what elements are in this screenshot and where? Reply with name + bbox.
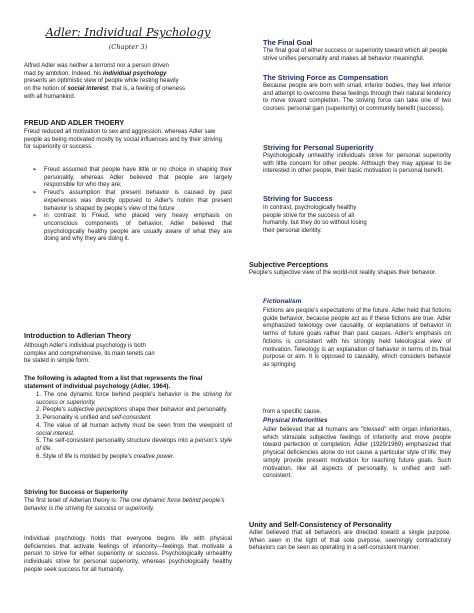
freud-paragraph: Freud reduced all motivation to sex and aggression, whereas Adler saw people as being motivated mostly by social influences and by their striving for superiority or success. (24, 129, 222, 151)
tenet-term: style of life. (36, 438, 232, 452)
unity-heading: Unity and Self-Consistency of Personality (249, 520, 392, 529)
tenet-number: 6. (36, 453, 42, 460)
intro-theory-line: Although Adler's individual psychology is both (24, 343, 146, 349)
freud-heading: FREUD AND ADLER THOERY (24, 118, 125, 127)
intro-theory-paragraph (24, 343, 232, 366)
subjective-heading: Subjective Perceptions (249, 260, 329, 269)
tenet-term: subjective perceptions (67, 407, 128, 414)
list-item (24, 392, 232, 407)
bullet-text: Freud assumed that people have little or no choice in shaping their personality, whereas Adler believed that people are largely responsible for who they are; (44, 167, 232, 189)
tenet-number: 1. (36, 392, 42, 398)
tenet-term: creative power. (133, 453, 175, 460)
tenet-text: Style of life is molded by people's (42, 453, 132, 460)
tenet-number: 2. (36, 407, 42, 414)
tenet-term: self-consistent. (111, 415, 152, 422)
freud-bullet-list (24, 167, 232, 244)
striving-text: The first tenet of Adlerian theory is: (24, 498, 118, 504)
final-goal-paragraph: The final goal of either success or superiority toward which all people strive unifies personality and makes all behavior meaningful. (263, 48, 448, 62)
tenet-number: 4. (36, 422, 42, 429)
physical-inferiorities-heading: Physical Inferiorities (263, 417, 328, 424)
tenets-heading: The following is adapted from a list that represents the final statement of individual psychology (Adler, 1964). (24, 375, 203, 390)
arrow-bullet-icon: ➢ (32, 213, 38, 220)
list-item (24, 190, 232, 213)
intro-theory-heading: Introduction to Adlerian Theory (24, 331, 132, 340)
striving-force-paragraph: Because people are born with small, inferior bodies, they feel inferior and attempt to overcome these feelings through their natural tendency to move toward completion. The striving force can take one of two courses: personal gain (superiority) or community benefit (success). (263, 83, 451, 113)
tenets-list (24, 392, 232, 461)
list-item (24, 407, 232, 415)
intro-line (24, 86, 232, 94)
intro-line: Alfred Adler was neither a terrorist nor a person driven (24, 63, 169, 69)
intro-theory-line: be stated in simple form. (24, 358, 90, 365)
fictionalism-last-line: from a specific cause. (263, 409, 322, 415)
tenet-text: People's (42, 407, 66, 414)
intro-theory-line: complex and comprehensive, its main tenets can (24, 350, 155, 357)
intro-paragraph (24, 63, 232, 102)
tenet-number: 3. (36, 415, 42, 422)
intro-term: social interest (67, 86, 109, 93)
success-heading: Striving for Success (263, 194, 333, 203)
tenet-term: social interest. (36, 430, 75, 437)
list-item (24, 213, 232, 244)
personal-superiority-heading: Striving for Personal Superiority (263, 143, 374, 152)
subjective-paragraph: People's subjective view of the world-not reality shapes their behavior. (249, 270, 437, 276)
list-item (24, 415, 232, 423)
tenet-term: striving for success or superiority. (36, 392, 233, 406)
intro-text: mad by ambition. Indeed, his (24, 70, 102, 77)
striving-heading: Striving for Success or Superiority (24, 489, 128, 496)
bullet-text: Freud's assumption that present behavior is caused by past experiences was directly opposed to Adler's notion that present behavior is shaped by people's view of the future (44, 190, 232, 212)
page-subtitle: (Chapter 3) (108, 43, 148, 51)
closing-paragraph: Individual psychology holds that everyone begins life with physical deficiencies that activate feelings of inferiority—feelings that motivate a person to strive for either superiority or success. Psychologically unhealthy individuals strive for personal superiority, whereas psychologically healthy people seek success for all humanity. (24, 536, 232, 573)
intro-line (24, 71, 232, 79)
success-line: humanity, but they do so without losing (263, 220, 367, 227)
tenet-text: The one dynamic force behind people's behavior is the (43, 392, 200, 398)
striving-paragraph (24, 498, 232, 513)
tenet-text: The self-consistent personality structure develops into a person's (42, 438, 218, 445)
arrow-bullet-icon: ➢ (32, 167, 38, 173)
success-line: In contrast, psychologically healthy (263, 205, 357, 211)
list-item (24, 423, 232, 438)
bullet-text: in contrast to Freud, who placed very heavy emphasis on unconscious components of behavior, Adler believed that psychologically healthy people are usually aware of what they are doing and why they are doing it. (44, 213, 232, 243)
page-title: Adler: Individual Psychology (45, 25, 211, 39)
striving-force-heading: The Striving Force as Compensation (263, 73, 389, 82)
fictionalism-paragraph: Fictions are people's expectations of the future. Adler held that fictions guide behavior, because people act as if these fictions are true. Adler emphasized teleology over causality, or explanations of behavior in terms of future goals rather than past causes. Adler's emphasis on fictions is consistent with his strongly held teleological view of motivation. Teleology is an explanation of behavior in terms of its final purpose or aim. It is opposed to causality, which considers behavior as springing (263, 308, 451, 368)
fictionalism-heading: Fictionalism (263, 298, 302, 305)
success-line: people strive for the success of all (263, 212, 355, 219)
intro-text: on the notion of (24, 86, 66, 93)
intro-text: , that is, a feeling of oneness (108, 86, 186, 93)
intro-line: with all humankind. (24, 93, 76, 100)
list-item (24, 438, 232, 453)
arrow-bullet-icon: ➢ (32, 190, 38, 197)
list-item (24, 454, 232, 462)
final-goal-heading: The Final Goal (263, 38, 313, 47)
tenet-text: The value of all human activity must be seen from the viewpoint of (43, 422, 232, 429)
list-item (24, 167, 232, 190)
personal-superiority-paragraph: Psychologically unhealthy individuals strive for personal superiority with little concern for other people. Although they may appear to be interested in other people, their basic motivation is personal benefit. (263, 153, 451, 175)
physical-inferiorities-paragraph: Adler believed that all humans are "blessed" with organ inferiorities, which stimulate subjective feelings of inferiority and move people toward perfection or completion. Adler (1929/1969) emphasized that physical deficiencies alone do not cause a particular style of life; they simply provide present motivation for reaching future goals. Such motivation, like all aspects of personality, is unified and self-consistent. (263, 427, 451, 480)
tenet-text: shape their behavior and personality. (128, 407, 228, 414)
unity-paragraph: Adler believed that all behaviors are directed toward a single purpose. When seen in the light of that sole purpose, seemingly contradictory behaviors can be seen as operating in a self-consistent manner. (249, 530, 451, 552)
tenet-text: Personality is unified and (42, 415, 110, 422)
intro-term: individual psychology (103, 70, 167, 77)
success-line: their personal identity. (263, 228, 322, 235)
success-paragraph (249, 205, 451, 236)
tenet-number: 5. (36, 438, 42, 445)
intro-line: presents an optimistic view of people while resting heavily (24, 78, 179, 85)
striving-term: The one dynamic force behind people's behavior is the striving for success or superiority. (24, 498, 225, 512)
